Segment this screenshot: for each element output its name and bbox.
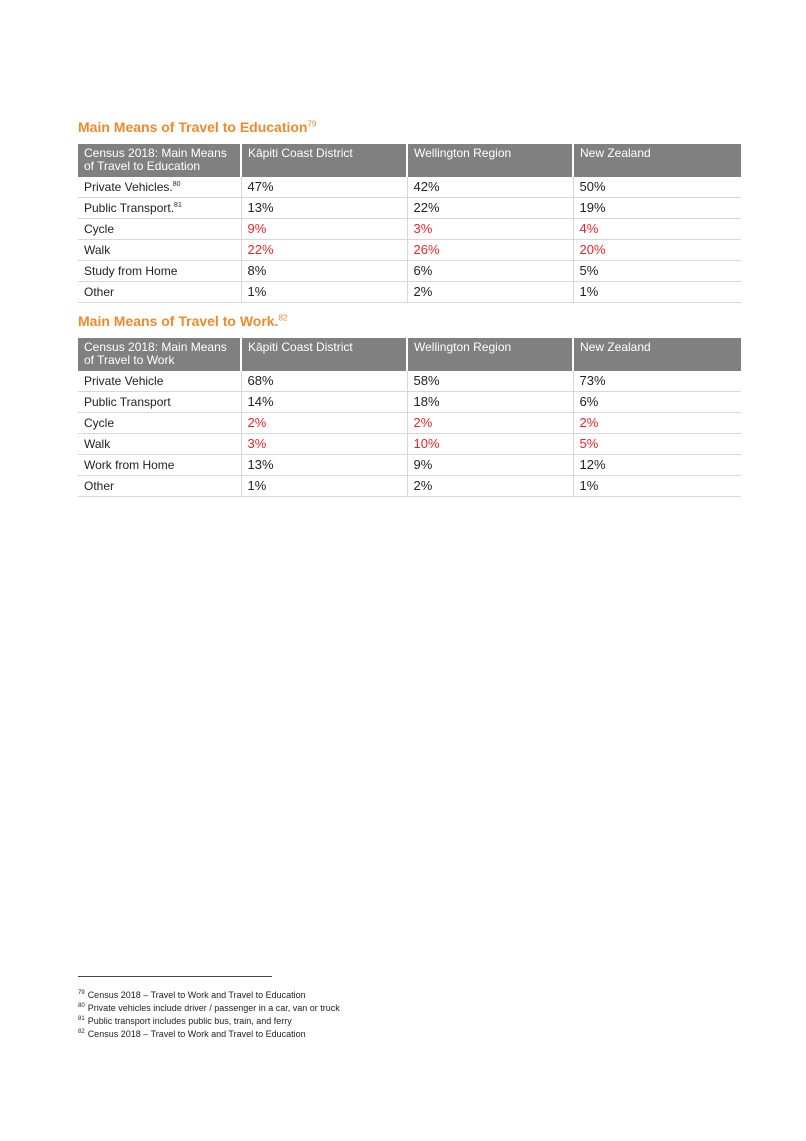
row-label: Walk (78, 434, 241, 455)
education-header-row (78, 144, 741, 177)
work-title-text: Main Means of Travel to Work. (78, 313, 279, 329)
education-header-kapiti: Kāpiti Coast District (241, 144, 407, 177)
cell-nz: 2% (573, 413, 741, 434)
row-label (78, 198, 241, 219)
work-header-row (78, 338, 741, 371)
footnote-text: Census 2018 – Travel to Work and Travel to Education (87, 1029, 306, 1039)
work-header-kapiti: Kāpiti Coast District (241, 338, 407, 371)
cell-nz: 19% (573, 198, 741, 219)
work-table (78, 338, 741, 497)
footnote-text: Public transport includes public bus, train, and ferry (87, 1016, 292, 1026)
row-label: Cycle (78, 219, 241, 240)
work-title (78, 313, 287, 329)
table-row (78, 371, 741, 392)
cell-kapiti: 2% (241, 413, 407, 434)
footnotes (78, 989, 340, 1041)
cell-wellington: 9% (407, 455, 573, 476)
cell-kapiti: 1% (241, 282, 407, 303)
row-label-text: Public Transport. (84, 201, 175, 215)
education-title (78, 119, 316, 135)
work-header-wellington: Wellington Region (407, 338, 573, 371)
table-row (78, 434, 741, 455)
table-row (78, 455, 741, 476)
table-row (78, 392, 741, 413)
table-row (78, 282, 741, 303)
work-header-category: Census 2018: Main Means of Travel to Work (78, 338, 241, 371)
cell-wellington: 22% (407, 198, 573, 219)
footnote-text: Private vehicles include driver / passenger in a car, van or truck (87, 1003, 340, 1013)
work-title-ref: 82 (278, 313, 288, 323)
row-label: Cycle (78, 413, 241, 434)
row-label-text: Private Vehicles. (84, 180, 173, 194)
footnote-text: Census 2018 – Travel to Work and Travel to Education (87, 990, 306, 1000)
row-label: Other (78, 476, 241, 497)
cell-wellington: 6% (407, 261, 573, 282)
education-header-category: Census 2018: Main Means of Travel to Education (78, 144, 241, 177)
cell-wellington: 18% (407, 392, 573, 413)
row-label (78, 177, 241, 198)
table-row (78, 240, 741, 261)
cell-nz: 6% (573, 392, 741, 413)
education-title-text: Main Means of Travel to Education (78, 119, 308, 135)
cell-wellington: 58% (407, 371, 573, 392)
table-row (78, 413, 741, 434)
cell-wellington: 3% (407, 219, 573, 240)
cell-nz: 12% (573, 455, 741, 476)
education-header-nz: New Zealand (573, 144, 741, 177)
footnote (78, 1015, 340, 1028)
cell-wellington: 26% (407, 240, 573, 261)
cell-kapiti: 47% (241, 177, 407, 198)
cell-kapiti: 14% (241, 392, 407, 413)
row-footnote-ref: 81 (174, 202, 182, 209)
cell-kapiti: 68% (241, 371, 407, 392)
education-table (78, 144, 741, 303)
cell-nz: 1% (573, 476, 741, 497)
cell-wellington: 2% (407, 413, 573, 434)
footnote (78, 1002, 340, 1015)
education-header-wellington: Wellington Region (407, 144, 573, 177)
cell-nz: 50% (573, 177, 741, 198)
cell-nz: 5% (573, 434, 741, 455)
row-label: Study from Home (78, 261, 241, 282)
table-row (78, 177, 741, 198)
cell-kapiti: 13% (241, 198, 407, 219)
row-footnote-ref: 80 (172, 181, 181, 188)
cell-kapiti: 3% (241, 434, 407, 455)
cell-kapiti: 22% (241, 240, 407, 261)
footnote-number: 82 (78, 1029, 85, 1035)
row-label: Public Transport (78, 392, 241, 413)
table-row (78, 476, 741, 497)
row-label: Walk (78, 240, 241, 261)
footnote-number: 81 (78, 1016, 85, 1022)
work-header-nz: New Zealand (573, 338, 741, 371)
education-title-ref: 79 (307, 119, 317, 129)
table-row (78, 261, 741, 282)
row-label: Other (78, 282, 241, 303)
table-row (78, 198, 741, 219)
cell-nz: 73% (573, 371, 741, 392)
table-row (78, 219, 741, 240)
cell-kapiti: 1% (241, 476, 407, 497)
cell-wellington: 2% (407, 282, 573, 303)
cell-nz: 5% (573, 261, 741, 282)
row-label: Private Vehicle (78, 371, 241, 392)
cell-kapiti: 13% (241, 455, 407, 476)
cell-wellington: 10% (407, 434, 573, 455)
cell-wellington: 2% (407, 476, 573, 497)
row-label: Work from Home (78, 455, 241, 476)
footnote-number: 79 (78, 990, 85, 996)
cell-kapiti: 9% (241, 219, 407, 240)
cell-wellington: 42% (407, 177, 573, 198)
footnote-divider (78, 976, 272, 977)
footnote (78, 1028, 340, 1041)
cell-nz: 1% (573, 282, 741, 303)
footnote-number: 80 (78, 1003, 85, 1009)
footnote (78, 989, 340, 1002)
cell-nz: 20% (573, 240, 741, 261)
cell-kapiti: 8% (241, 261, 407, 282)
cell-nz: 4% (573, 219, 741, 240)
